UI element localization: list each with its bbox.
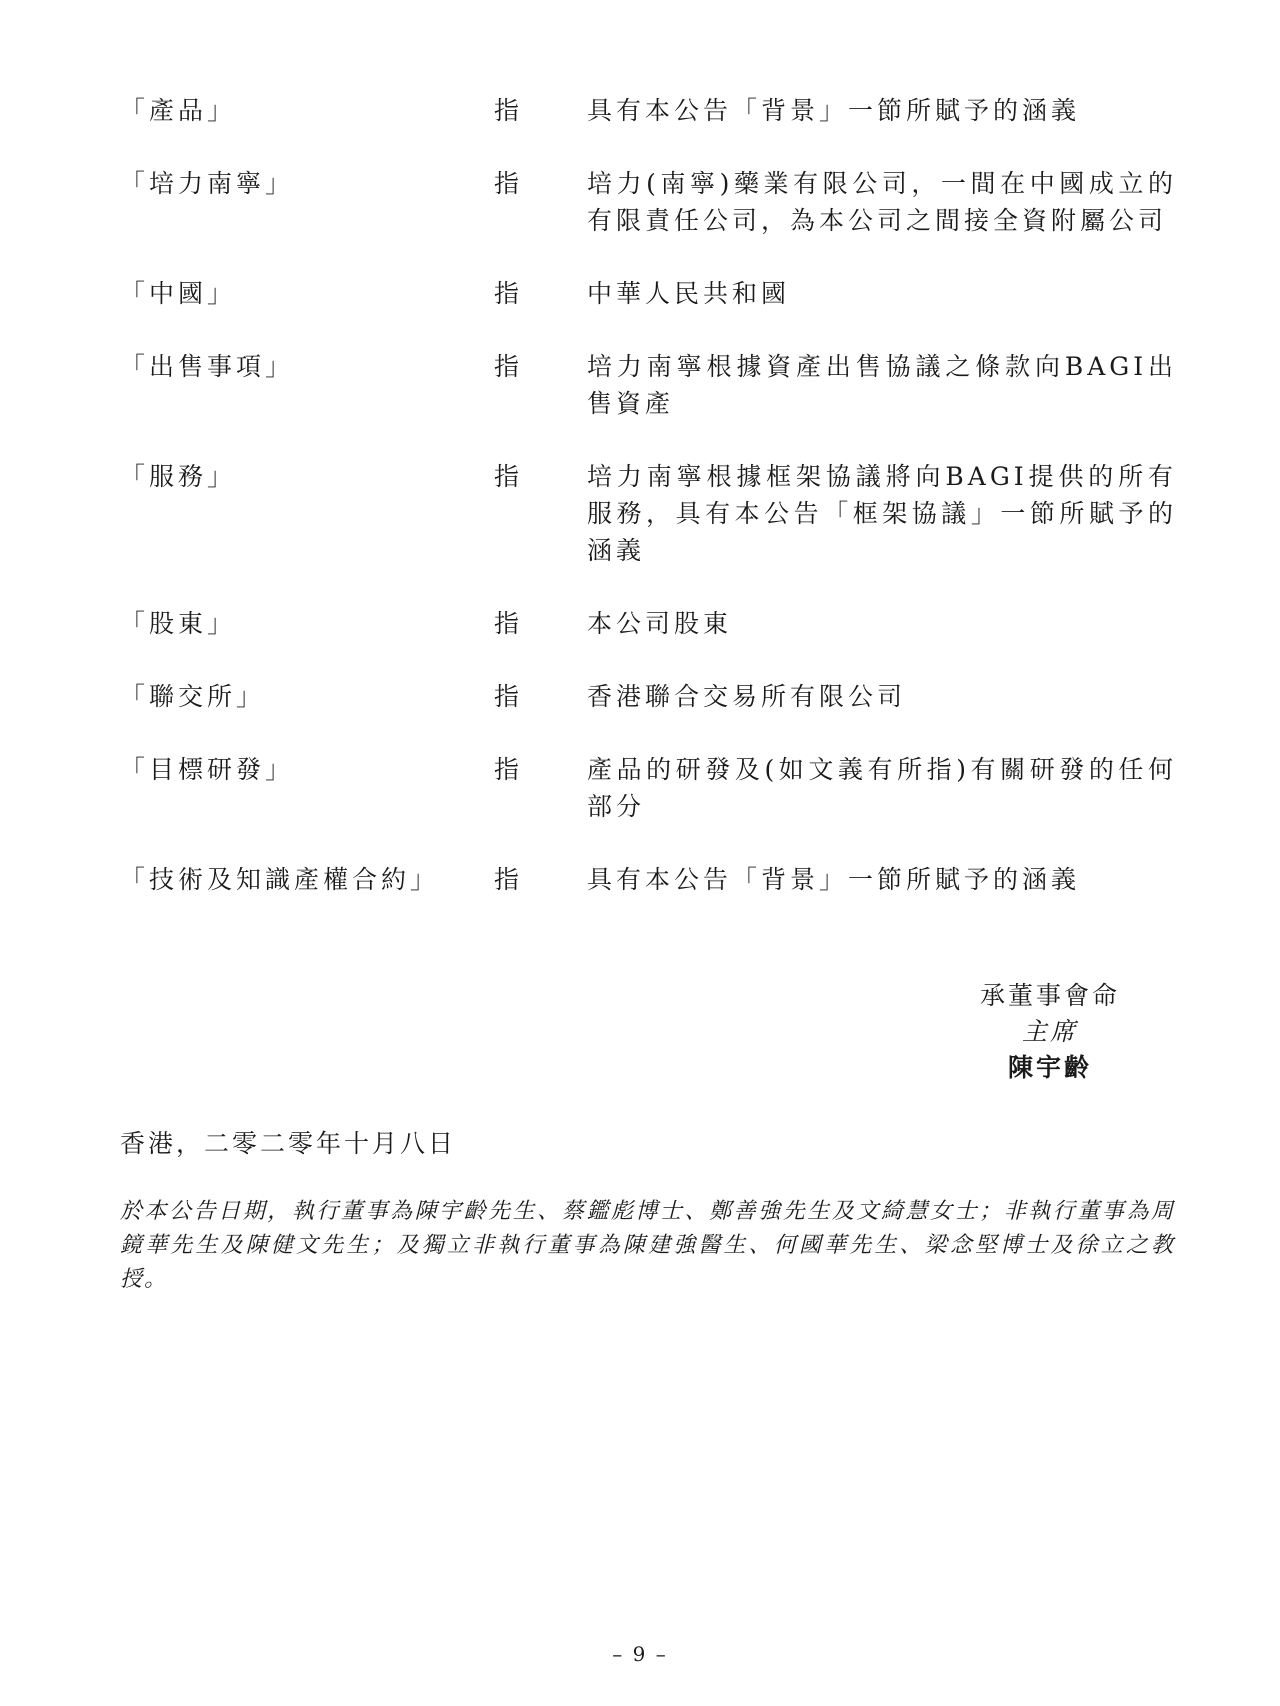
definitions-list [120,92,1180,934]
definition-means: 指 [494,462,524,491]
definition-text: 中華人民共和國 [587,279,791,308]
definition-row [120,275,1180,312]
definition-text: 具有本公告「背景」一節所賦予的涵義 [587,865,1081,894]
definition-means: 指 [494,279,524,308]
definition-text: 培力南寧根據資產出售協議之條款向BAGI出售資產 [587,352,1177,418]
definition-row [120,165,1180,239]
signature-title: 主席 [1021,1017,1078,1046]
definition-term: 「產品」 [120,96,237,125]
definition-term: 「股東」 [120,609,237,638]
definition-text: 培力南寧根據框架協議將向BAGI提供的所有服務，具有本公告「框架協議」一節所賦予的涵義 [587,462,1177,565]
definition-term: 「出售事項」 [120,352,295,381]
definition-row [120,605,1180,642]
definition-term: 「中國」 [120,279,237,308]
signature-name: 陳宇齡 [1007,1053,1092,1082]
definition-row [120,678,1180,715]
definition-row [120,348,1180,422]
signature-block [900,978,1200,1086]
definition-row [120,92,1180,129]
definition-text: 具有本公告「背景」一節所賦予的涵義 [587,96,1081,125]
definition-row [120,751,1180,825]
definition-text: 產品的研發及(如文義有所指)有關研發的任何部分 [587,755,1177,821]
definition-text: 香港聯合交易所有限公司 [587,682,907,711]
definition-means: 指 [494,352,524,381]
definition-row [120,458,1180,569]
definition-means: 指 [494,755,524,784]
page-number: – 9 – [612,1642,668,1666]
definition-means: 指 [494,609,524,638]
definition-text: 培力(南寧)藥業有限公司，一間在中國成立的有限責任公司，為本公司之間接全資附屬公司 [587,169,1177,235]
definition-term: 「培力南寧」 [120,169,295,198]
definition-means: 指 [494,169,524,198]
definition-means: 指 [494,865,524,894]
definition-term: 「聯交所」 [120,682,266,711]
directors-note: 於本公告日期，執行董事為陳宇齡先生、蔡鑑彪博士、鄭善強先生及文綺慧女士；非執行董事為周鏡華先生及陳健文先生；及獨立非執行董事為陳建強醫生、何國華先生、梁念堅博士及徐立之教授。 [120,1199,1175,1292]
definition-term: 「服務」 [120,462,237,491]
definition-text: 本公司股東 [587,609,733,638]
definition-term: 「目標研發」 [120,755,295,784]
definition-means: 指 [494,682,524,711]
definition-row [120,861,1180,898]
definition-term: 「技術及知識產權合約」 [120,865,440,894]
signature-line: 承董事會命 [979,981,1120,1010]
definition-means: 指 [494,96,524,125]
dateline: 香港，二零二零年十月八日 [120,1129,457,1158]
